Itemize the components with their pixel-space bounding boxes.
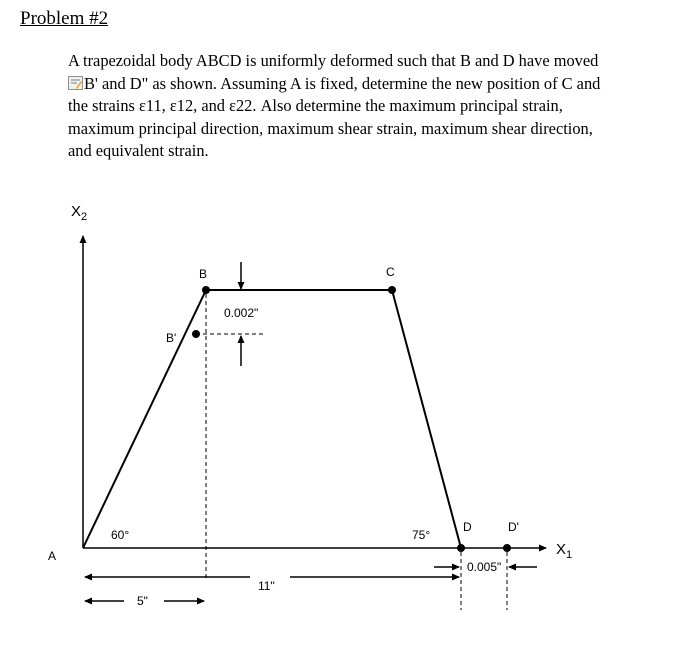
label-b-prime: B' xyxy=(166,331,177,345)
angle-a-label: 60° xyxy=(111,528,130,542)
angle-d-label: 75° xyxy=(412,528,431,542)
label-a: A xyxy=(48,549,57,563)
statement-line-4: maximum principal direction, maximum shear strain, maximum shear direction, xyxy=(68,118,593,138)
point-b-marker xyxy=(202,286,210,294)
point-c-marker xyxy=(388,286,396,294)
label-c: C xyxy=(386,265,395,279)
x2-axis-label: $X_2$ xyxy=(71,203,88,223)
statement-line-1: A trapezoidal body ABCD is uniformly deformed such that B and D have moved xyxy=(68,51,599,70)
statement-line-5: and equivalent strain. xyxy=(68,141,209,160)
problem-title: Problem #2 xyxy=(20,8,109,29)
point-d-marker xyxy=(457,544,465,552)
edge-cd xyxy=(392,290,461,548)
disp-d-label: 0.005" xyxy=(467,560,502,574)
statement-line-3: the strains ε11, ε12, and ε22. Also determine the maximum principal strain, xyxy=(68,96,563,115)
edge-ab xyxy=(83,290,206,548)
x1-axis-label: $X_1$ xyxy=(556,541,573,561)
disp-b-label: 0.002" xyxy=(224,306,259,320)
dim-11-label: 11" xyxy=(258,579,275,593)
label-d: D xyxy=(463,520,472,534)
label-b: B xyxy=(199,267,208,281)
label-d-prime: D' xyxy=(508,520,519,534)
point-d-prime-marker xyxy=(503,544,511,552)
dim-5-label: 5" xyxy=(137,594,148,608)
point-b-prime-marker xyxy=(192,330,200,338)
statement-line-2: B' and D" as shown. Assuming A is fixed, determine the new position of C and xyxy=(84,73,601,93)
